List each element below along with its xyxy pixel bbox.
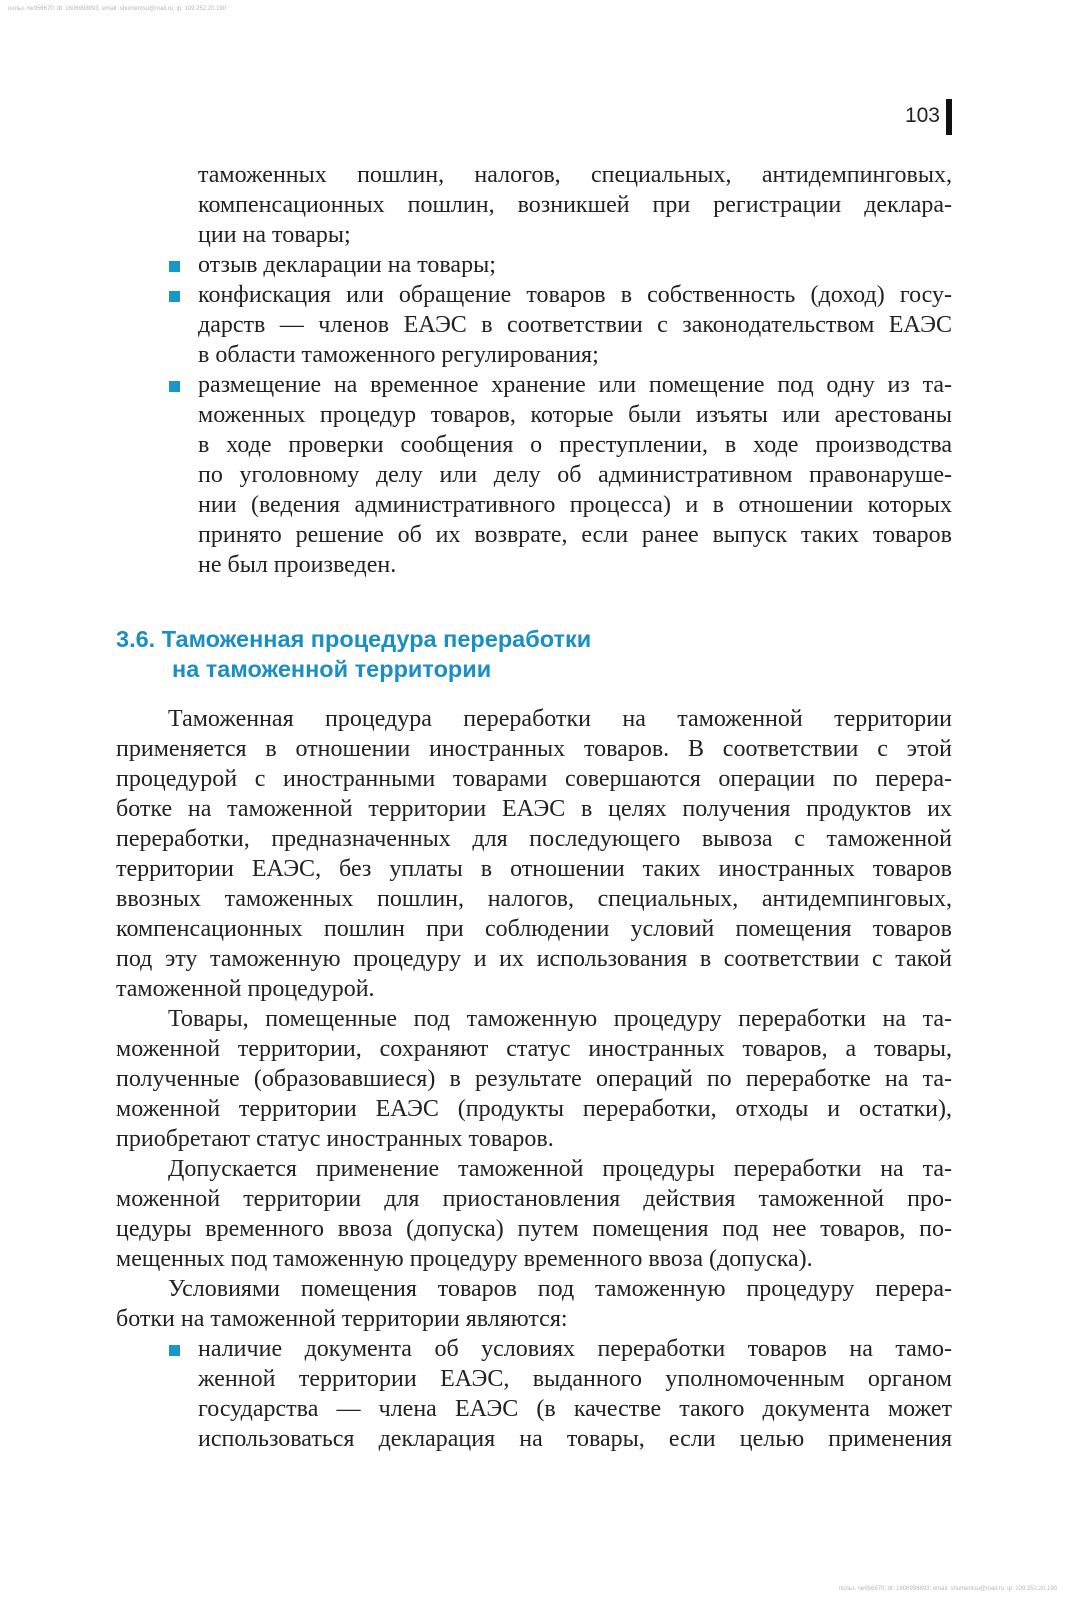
paragraph bbox=[116, 704, 952, 1004]
bullet-item bbox=[116, 280, 952, 370]
text-line: процедурой с иностранными товарами совершаются операции по перера- bbox=[116, 766, 952, 792]
text-line: женной территории ЕАЭС, выданного уполномоченным органом bbox=[198, 1366, 952, 1392]
section-heading bbox=[116, 624, 952, 684]
bullet-item bbox=[116, 1334, 952, 1454]
page-number-bar bbox=[946, 99, 952, 135]
continued-bullet-text bbox=[116, 160, 952, 250]
square-bullet-icon bbox=[169, 381, 180, 392]
text-line: под эту таможенную процедуру и их использования в соответствии с такой bbox=[116, 946, 952, 972]
text-line: по уголовному делу или делу об административном правонаруше- bbox=[198, 462, 952, 488]
section-heading-line-1: 3.6. Таможенная процедура переработки bbox=[116, 626, 592, 652]
watermark-bottom: польз. №956670; dt: 1606998893; email: shumentsu@mail.ru; ip: 109.252.20.190 bbox=[838, 1586, 1057, 1592]
text-line: Допускается применение таможенной процедуры переработки на та- bbox=[168, 1156, 952, 1182]
text-line: в ходе проверки сообщения о преступлении, в ходе производства bbox=[198, 432, 952, 458]
body-paragraphs bbox=[116, 704, 952, 1334]
text-line: ботке на таможенной территории ЕАЭС в целях получения продуктов их bbox=[116, 796, 952, 822]
text-line: государства — члена ЕАЭС (в качестве такого документа может bbox=[198, 1396, 952, 1422]
text-line: применяется в отношении иностранных товаров. В соответствии с этой bbox=[116, 736, 952, 762]
text-line: Условиями помещения товаров под таможенную процедуру перера- bbox=[168, 1276, 952, 1302]
bullet-list-top bbox=[116, 250, 952, 580]
text-line: в области таможенного регулирования; bbox=[198, 342, 599, 368]
text-line: дарств — членов ЕАЭС в соответствии с законодательством ЕАЭС bbox=[198, 312, 952, 338]
text-line: таможенных пошлин, налогов, специальных, антидемпинговых, bbox=[198, 162, 952, 188]
square-bullet-icon bbox=[169, 261, 180, 272]
bullet-item bbox=[116, 250, 952, 280]
text-line: моженной территории ЕАЭС (продукты переработки, отходы и остатки), bbox=[116, 1096, 952, 1122]
text-line: ции на товары; bbox=[198, 222, 351, 248]
text-line: приобретают статус иностранных товаров. bbox=[116, 1126, 554, 1152]
page-content bbox=[116, 160, 952, 1454]
text-line: моженной территории, сохраняют статус иностранных товаров, а товары, bbox=[116, 1036, 952, 1062]
text-line: отзыв декларации на товары; bbox=[198, 252, 496, 278]
text-line: наличие документа об условиях переработки товаров на тамо- bbox=[198, 1336, 952, 1362]
text-line: цедуры временного ввоза (допуска) путем помещения под нее товаров, по- bbox=[116, 1216, 952, 1242]
page-number: 103 bbox=[904, 104, 940, 127]
watermark-top: польз. №956670; dt: 1606998893; email: shumentsu@mail.ru; ip: 109.252.20.190 bbox=[8, 6, 227, 12]
text-line: Товары, помещенные под таможенную процедуру переработки на та- bbox=[168, 1006, 952, 1032]
paragraph bbox=[116, 1154, 952, 1274]
square-bullet-icon bbox=[169, 291, 180, 302]
text-line: ввозных таможенных пошлин, налогов, специальных, антидемпинговых, bbox=[116, 886, 952, 912]
text-line: переработки, предназначенных для последующего вывоза с таможенной bbox=[116, 826, 952, 852]
paragraph bbox=[116, 1274, 952, 1334]
section-heading-line-2: на таможенной территории bbox=[172, 656, 492, 682]
text-line: компенсационных пошлин, возникшей при регистрации деклара- bbox=[198, 192, 952, 218]
square-bullet-icon bbox=[169, 1345, 180, 1356]
text-line: территории ЕАЭС, без уплаты в отношении таких иностранных товаров bbox=[116, 856, 952, 882]
text-line: конфискация или обращение товаров в собственность (доход) госу- bbox=[198, 282, 952, 308]
text-line: моженных процедур товаров, которые были изъяты или арестованы bbox=[198, 402, 952, 428]
text-line: нии (ведения административного процесса) и в отношении которых bbox=[198, 492, 952, 518]
text-line: компенсационных пошлин при соблюдении условий помещения товаров bbox=[116, 916, 952, 942]
text-line: размещение на временное хранение или помещение под одну из та- bbox=[198, 372, 952, 398]
text-line: Таможенная процедура переработки на таможенной территории bbox=[168, 706, 952, 732]
text-line: принято решение об их возврате, если ранее выпуск таких товаров bbox=[198, 522, 952, 548]
text-line: полученные (образовавшиеся) в результате операций по переработке на та- bbox=[116, 1066, 952, 1092]
text-line: ботки на таможенной территории являются: bbox=[116, 1306, 568, 1332]
text-line: моженной территории для приостановления действия таможенной про- bbox=[116, 1186, 952, 1212]
text-line: не был произведен. bbox=[198, 552, 397, 578]
paragraph bbox=[116, 1004, 952, 1154]
text-line: таможенной процедурой. bbox=[116, 976, 375, 1002]
bullet-item bbox=[116, 370, 952, 580]
text-line: мещенных под таможенную процедуру временного ввоза (допуска). bbox=[116, 1246, 813, 1272]
text-line: использоваться декларация на товары, если целью применения bbox=[198, 1426, 952, 1452]
bullet-list-bottom bbox=[116, 1334, 952, 1454]
